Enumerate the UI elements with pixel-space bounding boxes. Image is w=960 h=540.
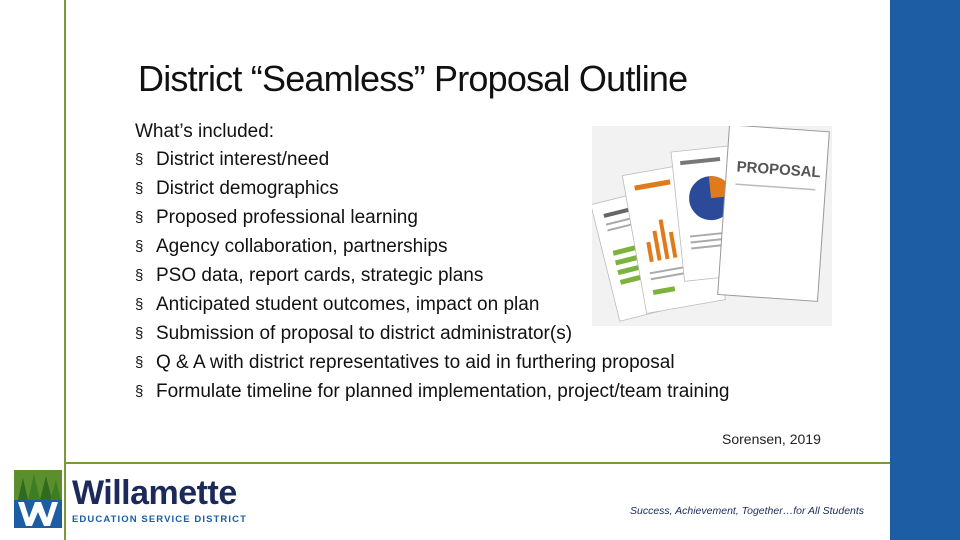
- bullet-text: Q & A with district representatives to aid in furthering proposal: [156, 352, 675, 373]
- list-item: [135, 232, 729, 261]
- bullet-text: Proposed professional learning: [156, 207, 418, 228]
- list-item: [135, 203, 729, 232]
- logo-subtitle: EDUCATION SERVICE DISTRICT: [72, 514, 247, 525]
- bullet-text: District interest/need: [156, 149, 330, 170]
- bullet-text: PSO data, report cards, strategic plans: [156, 265, 484, 286]
- list-item: [135, 319, 729, 348]
- intro-text: What’s included:: [135, 121, 275, 142]
- citation: Sorensen, 2019: [722, 431, 821, 447]
- bullet-marker: §: [135, 325, 144, 342]
- bullet-list: [135, 145, 729, 406]
- horizontal-rule: [64, 462, 890, 464]
- proposal-doc-title: PROPOSAL: [736, 158, 822, 182]
- vertical-rule: [64, 0, 66, 540]
- willamette-logo-icon: [14, 470, 62, 528]
- bullet-text: Agency collaboration, partnerships: [156, 236, 448, 257]
- list-item: [135, 145, 729, 174]
- logo-name: Willamette: [72, 474, 237, 512]
- list-item: [135, 348, 729, 377]
- list-item: [135, 377, 729, 406]
- bullet-marker: §: [135, 209, 144, 226]
- bullet-marker: §: [135, 180, 144, 197]
- bullet-marker: §: [135, 354, 144, 371]
- bullet-marker: §: [135, 267, 144, 284]
- bullet-text: Formulate timeline for planned implementation, project/team training: [156, 381, 730, 402]
- bullet-text: Submission of proposal to district administrator(s): [156, 323, 573, 344]
- bullet-text: District demographics: [156, 178, 339, 199]
- bullet-marker: §: [135, 238, 144, 255]
- list-item: [135, 261, 729, 290]
- slide-title: District “Seamless” Proposal Outline: [138, 58, 688, 99]
- tagline: Success, Achievement, Together…for All Students: [630, 505, 865, 517]
- list-item: [135, 290, 729, 319]
- bullet-marker: §: [135, 296, 144, 313]
- side-color-bar: [890, 0, 960, 540]
- bullet-text: Anticipated student outcomes, impact on plan: [156, 294, 540, 315]
- bullet-marker: §: [135, 383, 144, 400]
- bullet-marker: §: [135, 151, 144, 168]
- list-item: [135, 174, 729, 203]
